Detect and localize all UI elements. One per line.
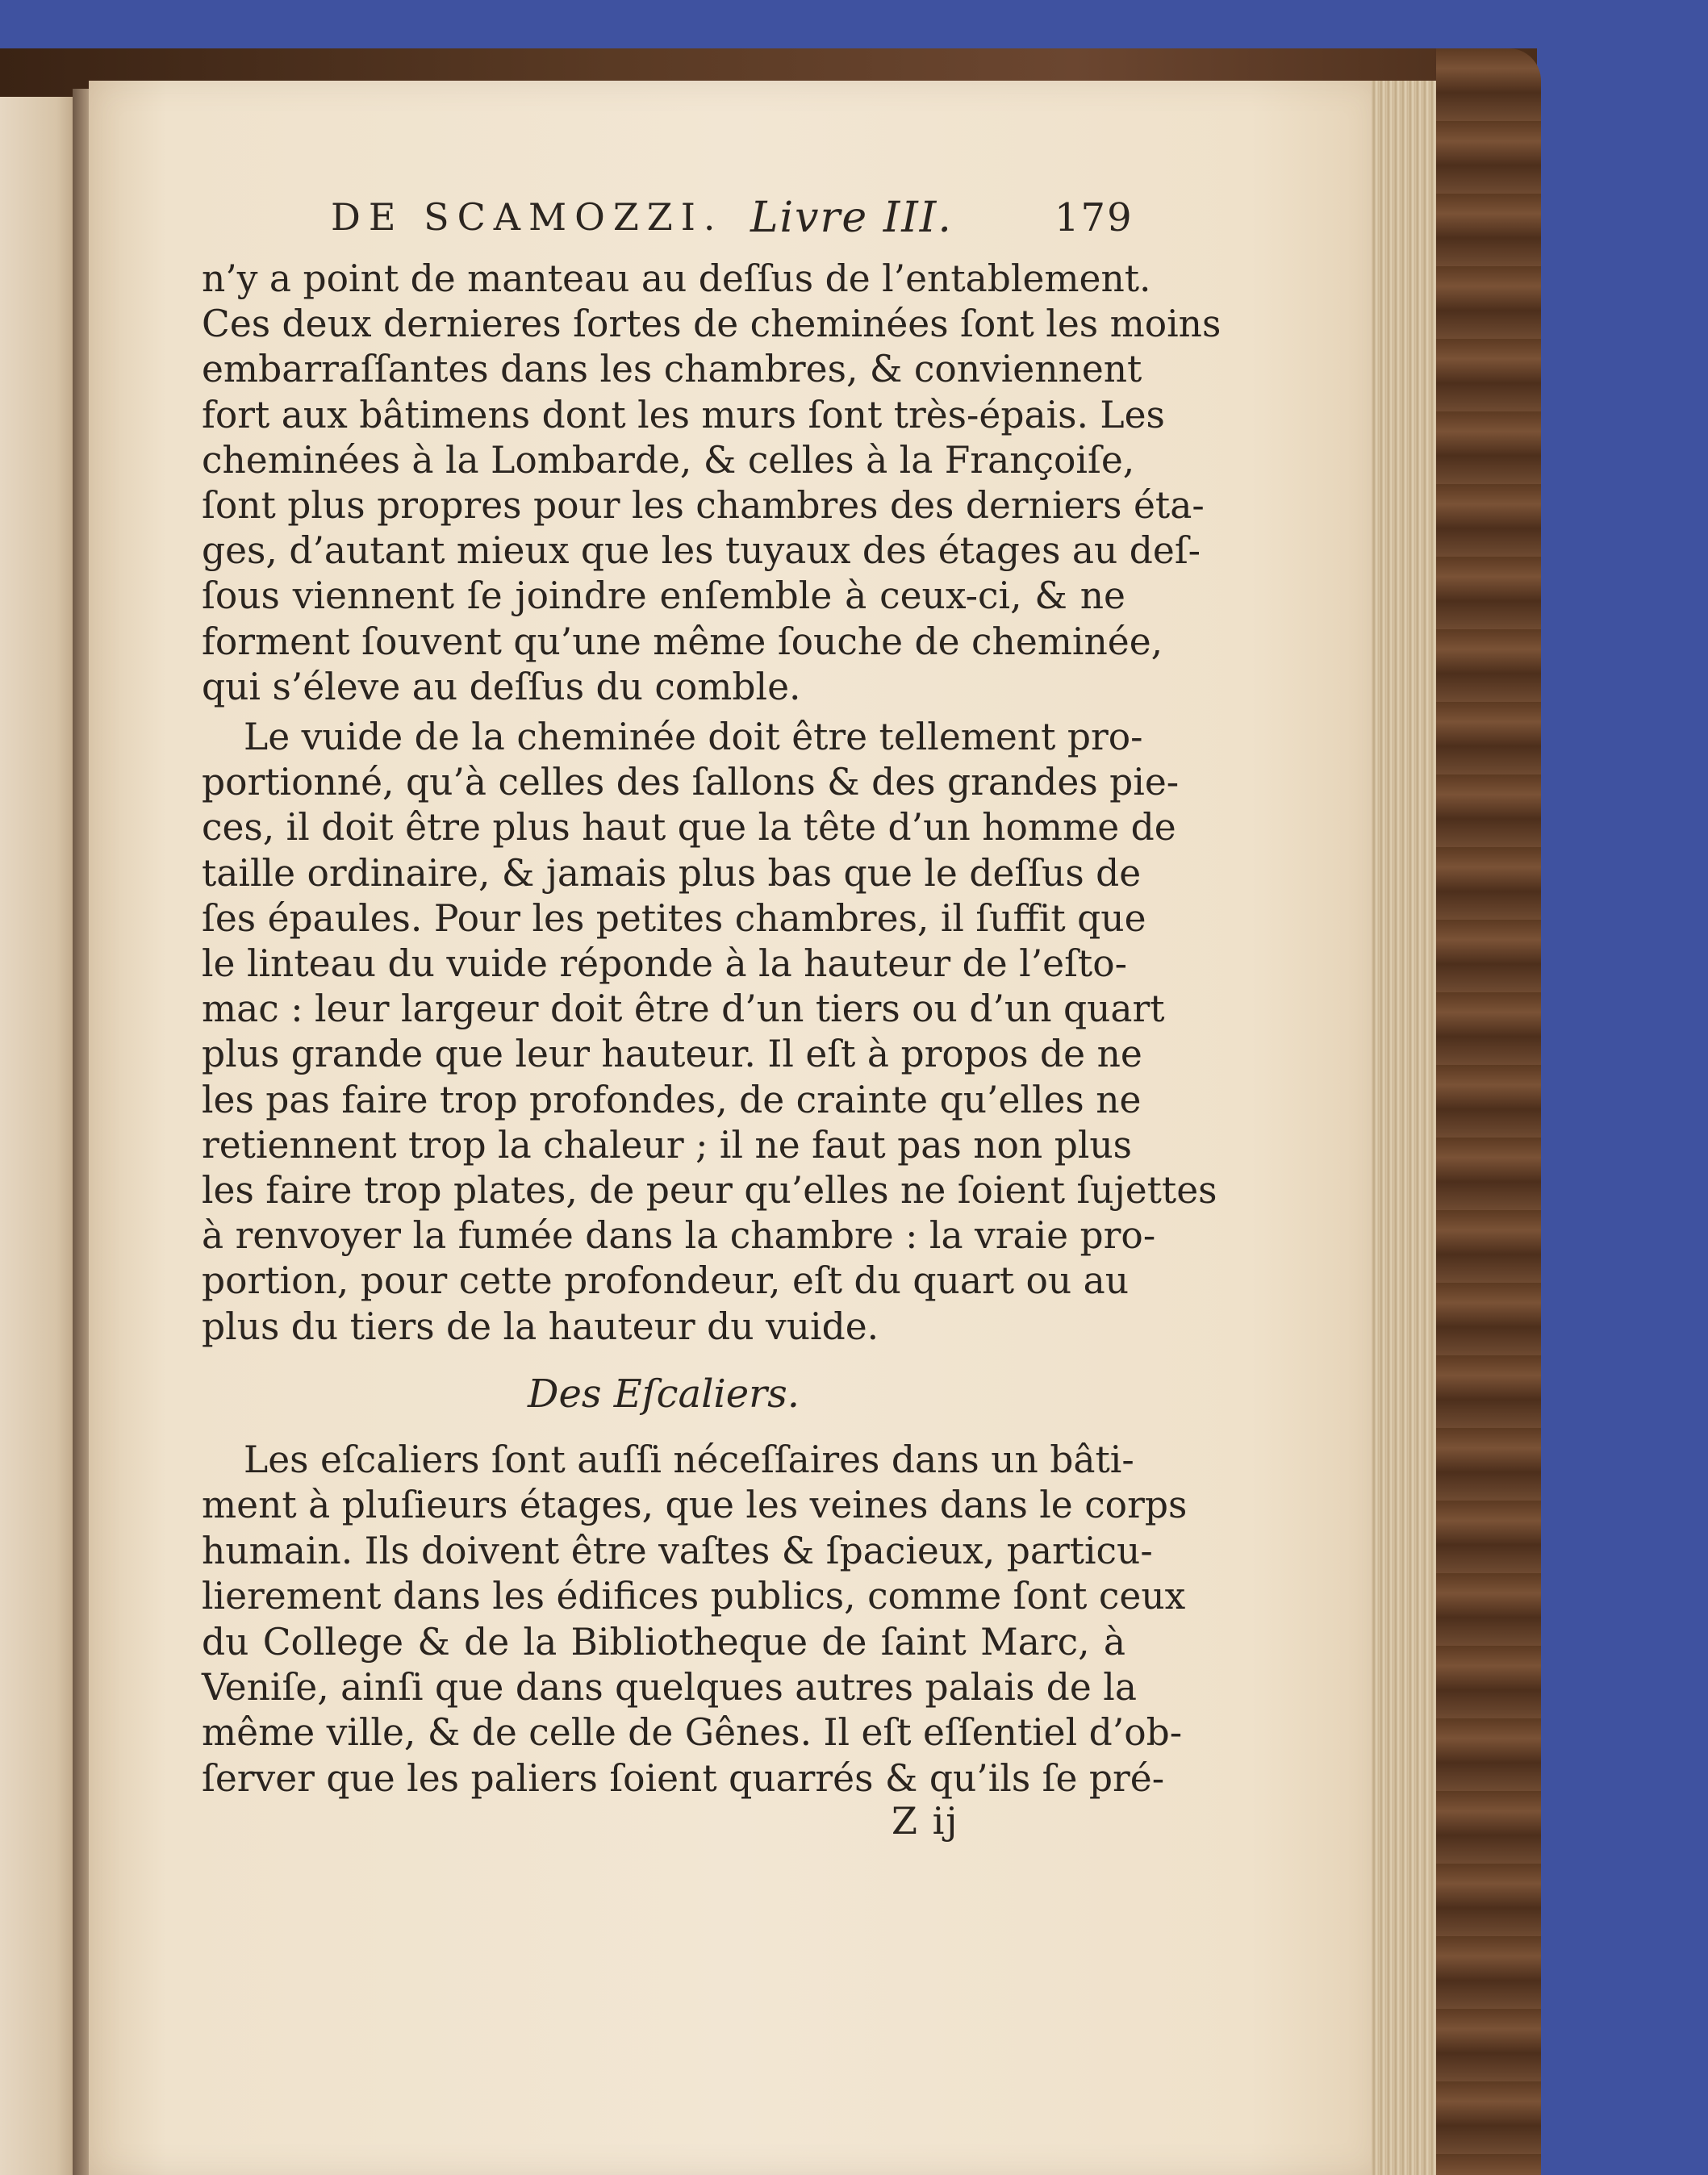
text-line: ſont plus propres pour les chambres des derniers éta-: [202, 484, 1205, 528]
text-line: mac : leur largeur doit être d’un tiers ou d’un quart: [202, 987, 1165, 1031]
text-line: cheminées à la Lombarde, & celles à la Françoiſe,: [202, 438, 1135, 482]
text-line: Les eſcaliers ſont auſſi néceſſaires dans un bâti-: [244, 1438, 1134, 1481]
text-line: Le vuide de la cheminée doit être tellement pro-: [244, 716, 1143, 759]
text-line: du College & de la Bibliotheque de ſaint Marc, à: [202, 1620, 1125, 1664]
text-line: portion, pour cette profondeur, eſt du quart ou au: [202, 1259, 1130, 1303]
running-title: DE SCAMOZZI.: [331, 195, 724, 239]
text-line: n’y a point de manteau au deſſus de l’entablement.: [202, 257, 1151, 300]
text-line: lierement dans les édifices publics, comme ſont ceux: [202, 1575, 1186, 1618]
paragraph-1: [202, 257, 1221, 710]
text-line: Veniſe, ainſi que dans quelques autres palais de la: [202, 1666, 1137, 1710]
text-line: plus grande que leur hauteur. Il eſt à propos de ne: [202, 1033, 1142, 1076]
text-block: [202, 257, 1221, 1350]
text-line: plus du tiers de la hauteur du vuide.: [202, 1305, 879, 1348]
text-line: les pas faire trop profondes, de crainte qu’elles ne: [202, 1078, 1142, 1121]
paragraph-2: [202, 715, 1217, 1350]
text-line: retiennent trop la chaleur ; il ne faut pas non plus: [202, 1123, 1133, 1167]
signature-mark: Z ij: [892, 1799, 959, 1843]
page-block-edges: [1372, 81, 1436, 2175]
paragraph-3: [202, 1438, 1188, 1801]
book-number: Livre III.: [750, 194, 953, 242]
book-binding-edge: [1436, 48, 1541, 2175]
text-line: le linteau du vuide réponde à la hauteur de l’eſto-: [202, 942, 1127, 986]
facing-page-edge: [0, 97, 81, 2175]
text-line: même ville, & de celle de Gênes. Il eſt eſſentiel d’ob-: [202, 1711, 1183, 1755]
text-line: ges, d’autant mieux que les tuyaux des étages au deſ-: [202, 529, 1201, 573]
text-line: Ces deux dernieres ſortes de cheminées ſont les moins: [202, 303, 1221, 346]
page-number: 179: [1054, 195, 1134, 240]
text-line: portionné, qu’à celles des ſallons & des grandes pie-: [202, 761, 1180, 804]
text-line: ſes épaules. Pour les petites chambres, il ſuffit que: [202, 896, 1146, 940]
text-line: embarraſſantes dans les chambres, & conviennent: [202, 348, 1142, 391]
text-line: ſous viennent ſe joindre enſemble à ceux-ci, & ne: [202, 574, 1125, 618]
running-header: [331, 187, 1138, 252]
text-line: fort aux bâtimens dont les murs ſont très-épais. Les: [202, 393, 1165, 436]
text-line: taille ordinaire, & jamais plus bas que le deſſus de: [202, 851, 1142, 895]
text-line: ment à pluſieurs étages, que les veines dans le corps: [202, 1484, 1188, 1527]
text-line: à renvoyer la fumée dans la chambre : la vraie pro-: [202, 1214, 1156, 1258]
text-line: ces, il doit être plus haut que la tête d’un homme de: [202, 806, 1176, 850]
section-heading: Des Eſcaliers.: [527, 1371, 800, 1417]
text-line: les faire trop plates, de peur qu’elles ne ſoient ſujettes: [202, 1169, 1217, 1213]
text-line: humain. Ils doivent être vaſtes & ſpacieux, particu-: [202, 1529, 1153, 1572]
text-line: qui s’éleve au deſſus du comble.: [202, 665, 801, 708]
text-line: forment ſouvent qu’une même ſouche de cheminée,: [202, 620, 1163, 663]
text-line: ſerver que les paliers ſoient quarrés & qu’ils ſe pré-: [202, 1756, 1165, 1800]
